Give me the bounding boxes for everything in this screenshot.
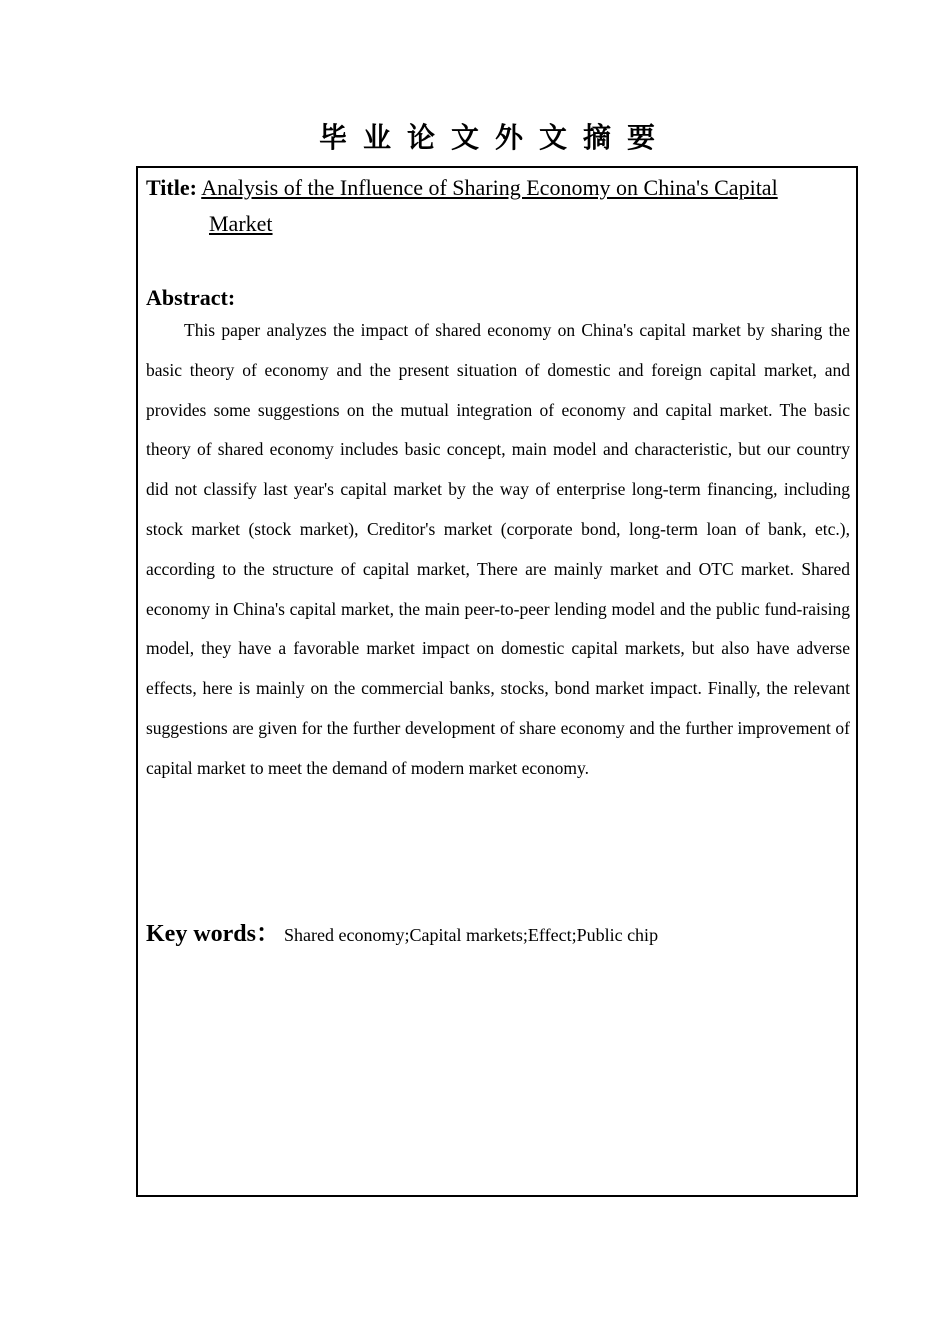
- title-text-line1: Analysis of the Influence of Sharing Economy on China's Capital: [201, 175, 778, 200]
- keywords-row: [146, 914, 846, 957]
- title-text-line2: Market: [209, 211, 273, 236]
- abstract-body: This paper analyzes the impact of shared economy on China's capital market by sharing the basic theory of economy and the present situation of domestic and foreign capital market, and provides some suggestions on the mutual integration of economy and capital market. The basic theory of shared economy includes basic concept, main model and characteristic, but our country did not classify last year's capital market by the way of enterprise long-term financing, including stock market (stock market), Creditor's market (corporate bond, long-term loan of bank, etc.), according to the structure of capital market, There are mainly market and OTC market. Shared economy in China's capital market, the main peer-to-peer lending model and the public fund-raising model, they have a favorable market impact on domestic capital markets, but also have adverse effects, here is mainly on the commercial banks, stocks, bond market impact. Finally, the relevant suggestions are given for the further development of share economy and the further improvement of capital market to meet the demand of modern market economy.: [146, 320, 850, 778]
- page-title: 毕业论文外文摘要: [318, 121, 671, 154]
- title-label: Title:: [146, 175, 197, 200]
- title-row: [146, 168, 846, 208]
- abstract-form-box: [136, 166, 858, 1197]
- keywords-value: Shared economy;Capital markets;Effect;Public chip: [284, 925, 659, 945]
- abstract-label: Abstract:: [146, 285, 236, 310]
- keywords-label: Key words：: [146, 921, 280, 947]
